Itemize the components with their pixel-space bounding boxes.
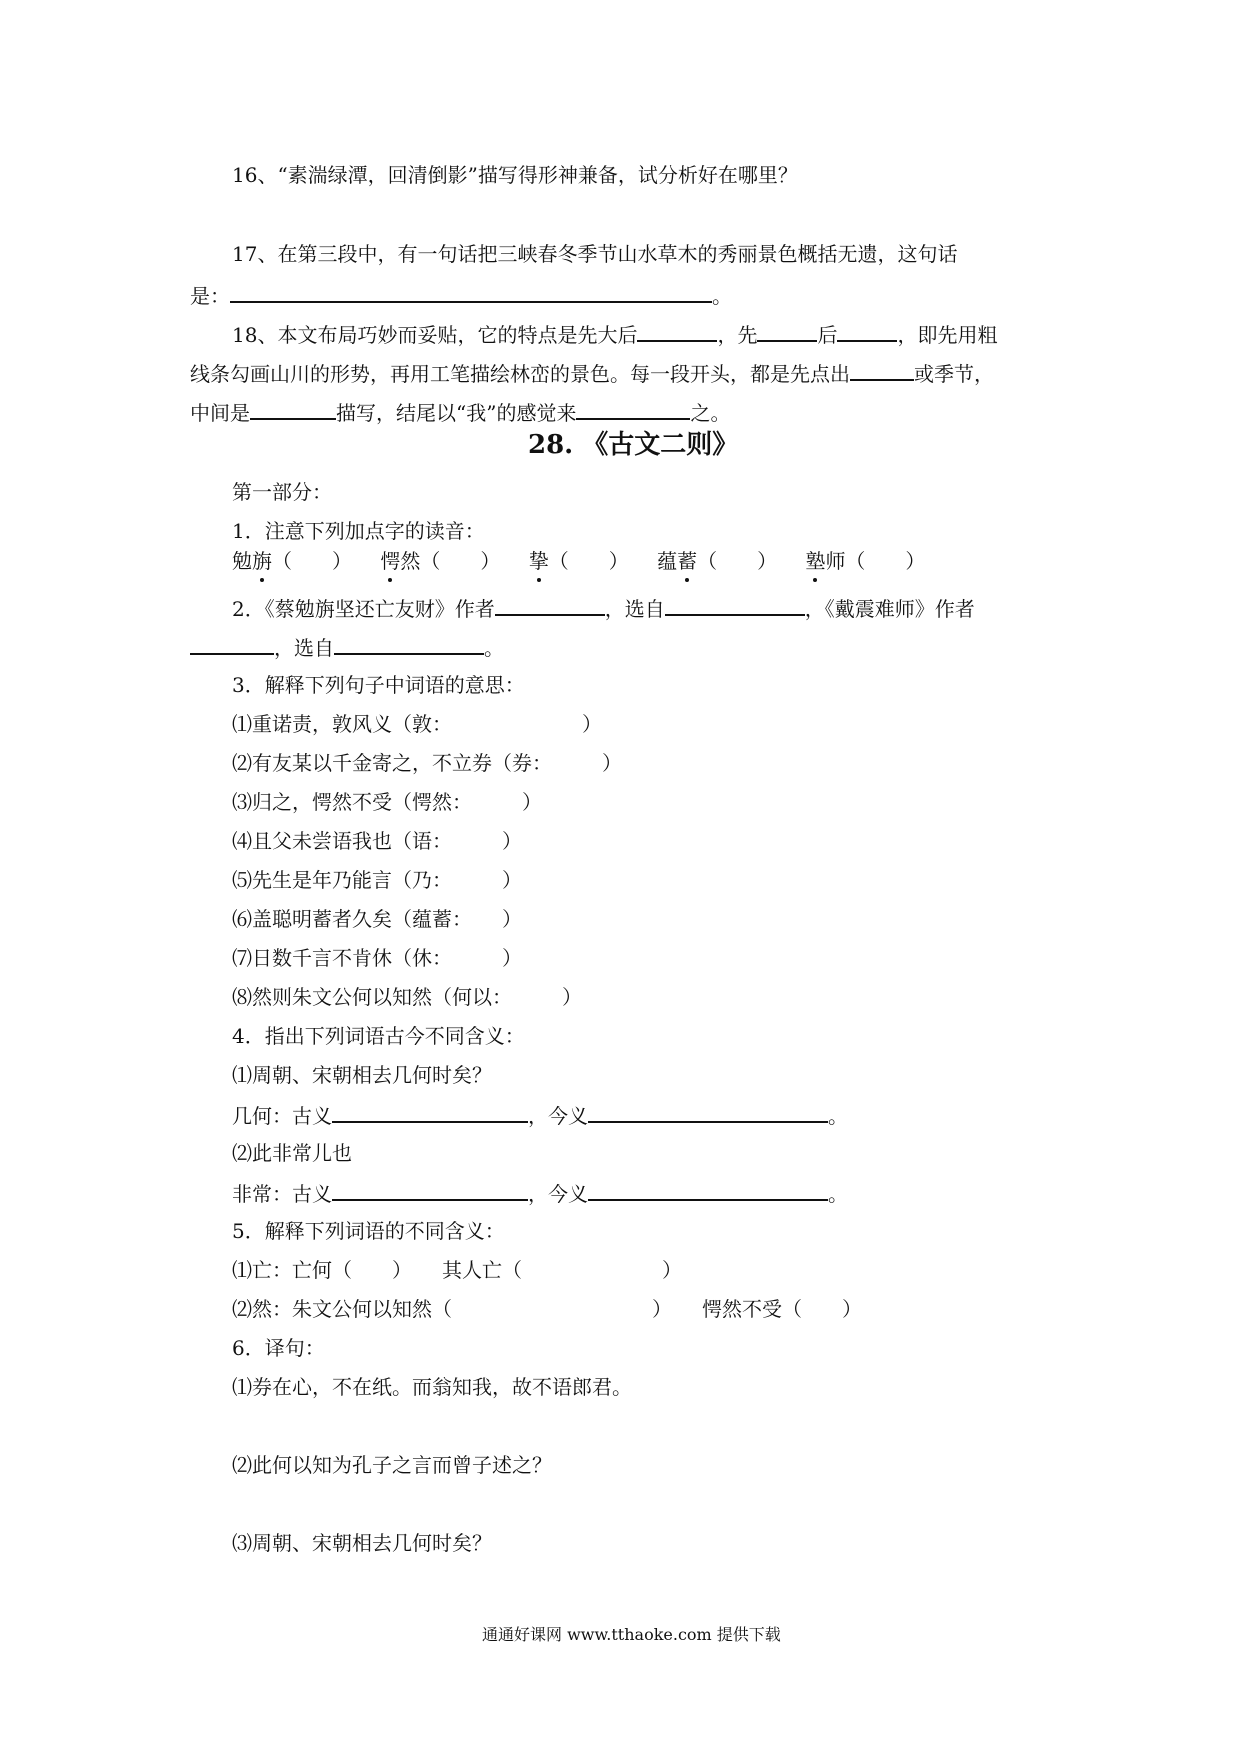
question-3-item: ⑺日数千言不肯休（休： ）: [232, 946, 522, 970]
q2-text-b: ，选自: [604, 597, 665, 621]
pronunciation-item: 愕然（ ）: [380, 549, 500, 573]
q18-text-c: 后: [817, 323, 838, 347]
q18-text-h: 描写，结尾以“我”的感觉来: [336, 401, 577, 425]
translation-item: ⑴券在心，不在纸。而翁知我，故不语郎君。: [232, 1375, 632, 1399]
question-1-items: [232, 546, 925, 576]
answer-blank[interactable]: [190, 631, 274, 655]
q2-text-a: 2．《蔡勉旃坚还亡友财》作者: [232, 597, 495, 621]
question-4-sentence-2: ⑵此非常儿也: [232, 1141, 352, 1165]
question-5-item-2: ⑵然：朱文公何以知然（ ） 愕然不受（ ）: [232, 1297, 862, 1321]
question-5-prompt: 5．解释下列词语的不同含义：: [232, 1219, 505, 1243]
question-1-prompt: 1．注意下列加点字的读音：: [232, 519, 485, 543]
question-2-line-1: [232, 592, 975, 624]
question-18-line-1: [232, 318, 997, 350]
q18-text-g: 中间是: [190, 401, 250, 425]
question-18-line-3: [190, 396, 730, 428]
question-3-item: ⑴重诺责，敦风义（敦： ）: [232, 712, 602, 736]
question-4-word-2: 非常：古义 ，今义 。: [232, 1177, 848, 1209]
translation-item: ⑶周朝、宋朝相去几何时矣？: [232, 1531, 492, 1555]
question-3-prompt: 3．解释下列句子中词语的意思：: [232, 673, 525, 697]
part-heading: 第一部分：: [232, 480, 332, 504]
question-4-word-1: 几何：古义 ，今义 。: [232, 1099, 848, 1131]
pronunciation-item: 勉旃（ ）: [232, 549, 352, 573]
q18-text-a: 18、本文布局巧妙而妥贴，它的特点是先大后: [232, 323, 638, 347]
q18-text-e: 线条勾画山川的形势，再用工笔描绘林峦的景色。每一段开头，都是先点出: [190, 362, 850, 386]
page-footer: 通通好课网 www.tthaoke.com 提供下载: [482, 1625, 781, 1644]
question-17-suffix: 。: [712, 284, 732, 308]
question-17-line-1: 17、在第三段中，有一句话把三峡春冬季节山水草木的秀丽景色概括无遗，这句话: [232, 242, 958, 266]
section-title: 28. 《古文二则》: [528, 430, 739, 460]
question-2-line-2: [190, 631, 504, 663]
q2-text-c: ，《戴震难师》作者: [804, 597, 975, 621]
question-4-sentence-1: ⑴周朝、宋朝相去几何时矣？: [232, 1063, 492, 1087]
answer-blank[interactable]: [250, 396, 336, 420]
answer-blank[interactable]: [334, 631, 484, 655]
answer-blank[interactable]: [757, 318, 817, 342]
q18-text-d: ，即先用粗: [897, 323, 998, 347]
question-6-prompt: 6．译句：: [232, 1336, 325, 1360]
question-16: 16、“素湍绿潭，回清倒影”描写得形神兼备，试分析好在哪里？: [232, 163, 798, 187]
answer-blank[interactable]: [576, 396, 690, 420]
translation-item: ⑵此何以知为孔子之言而曾子述之？: [232, 1453, 552, 1477]
pronunciation-item: 塾师（ ）: [805, 549, 925, 573]
question-3-item: ⑹盖聪明蓄者久矣（蕴蓄： ）: [232, 907, 522, 931]
answer-blank[interactable]: [588, 1099, 828, 1123]
question-4-prompt: 4．指出下列词语古今不同含义：: [232, 1024, 525, 1048]
answer-blank[interactable]: [495, 592, 605, 616]
answer-blank[interactable]: [637, 318, 717, 342]
question-3-item: ⑷且父未尝语我也（语： ）: [232, 829, 522, 853]
pronunciation-item: 蕴蓄（ ）: [657, 549, 777, 573]
question-17-prefix: 是：: [190, 284, 230, 308]
question-3-item: ⑸先生是年乃能言（乃： ）: [232, 868, 522, 892]
q18-text-f: 或季节，: [914, 362, 994, 386]
answer-blank[interactable]: [230, 279, 712, 303]
answer-blank[interactable]: [850, 357, 914, 381]
q2-text-e: 。: [484, 636, 504, 660]
question-5-item-1: ⑴亡：亡何（ ） 其人亡（ ）: [232, 1258, 682, 1282]
question-18-line-2: [190, 357, 994, 389]
answer-blank[interactable]: [837, 318, 897, 342]
answer-blank[interactable]: [332, 1099, 528, 1123]
q18-text-i: 之。: [690, 401, 731, 425]
pronunciation-item: 挚（ ）: [529, 549, 629, 573]
q2-text-d: ，选自: [274, 636, 334, 660]
question-17-line-2: [190, 279, 732, 311]
answer-blank[interactable]: [588, 1177, 828, 1201]
answer-blank[interactable]: [665, 592, 805, 616]
answer-blank[interactable]: [332, 1177, 528, 1201]
question-3-item: ⑶归之，愕然不受（愕然： ）: [232, 790, 542, 814]
question-3-item: ⑻然则朱文公何以知然（何以： ）: [232, 985, 582, 1009]
q18-text-b: ，先: [717, 323, 758, 347]
question-3-item: ⑵有友某以千金寄之，不立券（券： ）: [232, 751, 622, 775]
